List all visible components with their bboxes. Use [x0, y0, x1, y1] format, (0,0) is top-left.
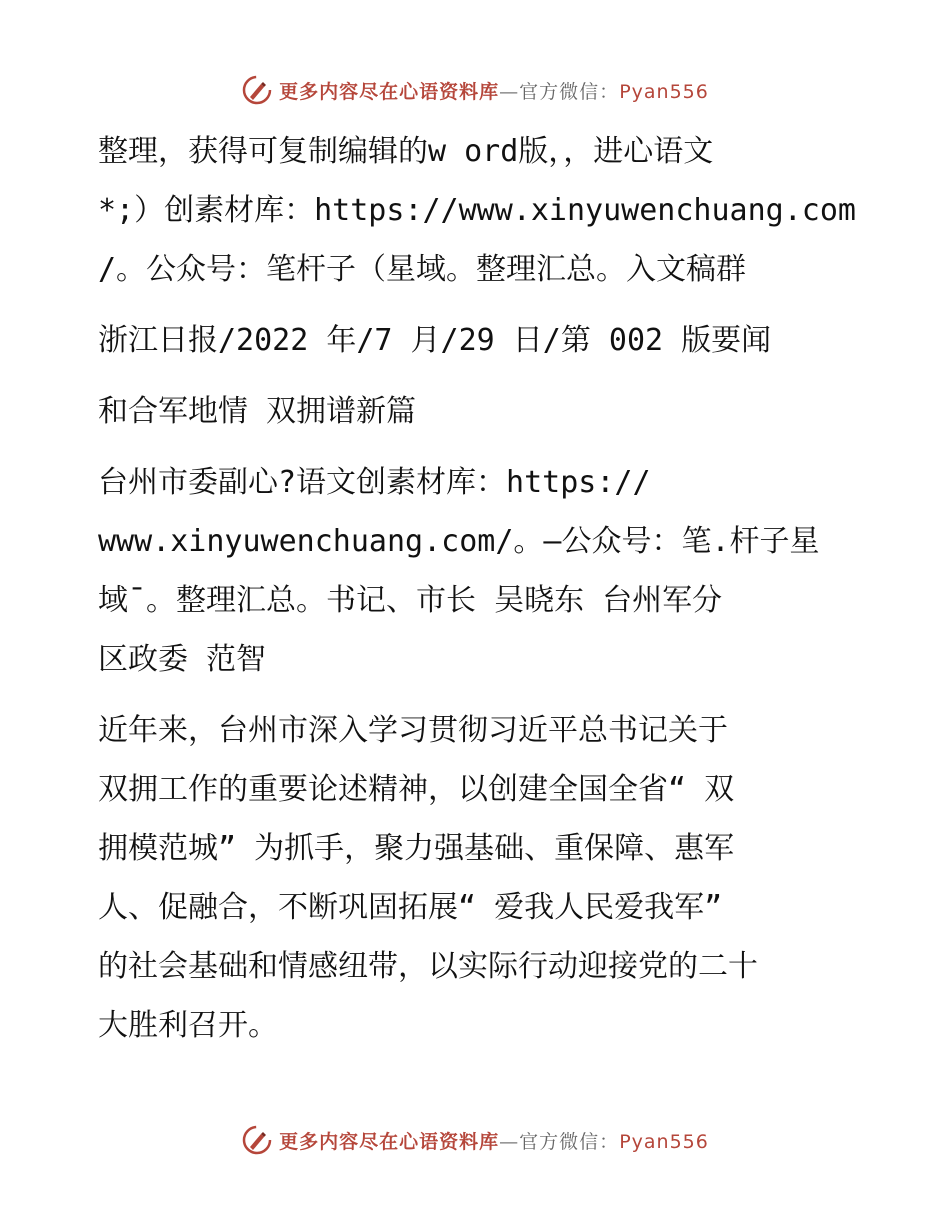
article-title	[98, 382, 858, 441]
header-watermark	[0, 70, 950, 110]
footer-watermark	[0, 1120, 950, 1160]
watermark-wechat: Pyan556	[619, 80, 709, 103]
paragraph-authors	[98, 453, 858, 689]
text-line: 域¯。整理汇总。书记、市长 吴晓东 台州军分	[98, 583, 723, 618]
text-line: 近年来，台州市深入学习贯彻习近平总书记关于	[98, 713, 728, 748]
text-line: *;）创素材库：https://www.xinyuwenchuang.com	[98, 193, 856, 228]
paragraph-body	[98, 701, 858, 1055]
paragraph-intro	[98, 122, 858, 299]
text-line: www.xinyuwenchuang.com/。—公众号：笔.杆子星	[98, 524, 820, 559]
watermark-wechat: Pyan556	[619, 1130, 709, 1153]
text-line: 和合军地情 双拥谱新篇	[98, 394, 417, 429]
text-line: 人、促融合，不断巩固拓展“ 爱我人民爱我军”	[98, 890, 723, 925]
text-line: 的社会基础和情感纽带，以实际行动迎接党的二十	[98, 949, 758, 984]
text-line: 区政委 范智	[98, 642, 267, 677]
text-line: /。公众号：笔杆子（星域。整理汇总。入文稿群	[98, 252, 747, 287]
text-line: 双拥工作的重要论述精神，以创建全国全省“ 双	[98, 772, 735, 807]
watermark-sub: 官方微信：	[519, 80, 620, 103]
watermark-dash: —	[499, 80, 520, 103]
text-line: 浙江日报/2022 年/7 月/29 日/第 002 版要闻	[98, 323, 772, 358]
watermark-dash: —	[499, 1130, 520, 1153]
pen-circle-logo-icon	[241, 74, 273, 106]
watermark-text	[279, 77, 709, 104]
paragraph-source	[98, 311, 858, 370]
watermark-sub: 官方微信：	[519, 1130, 620, 1153]
watermark-main: 更多内容尽在心语资料库	[279, 1130, 500, 1153]
pen-circle-logo-icon	[241, 1124, 273, 1156]
text-line: 台州市委副心?语文创素材库：https://	[98, 465, 651, 500]
document-body	[98, 122, 858, 1067]
watermark-text	[279, 1127, 709, 1154]
text-line: 拥模范城” 为抓手，聚力强基础、重保障、惠军	[98, 831, 735, 866]
watermark-main: 更多内容尽在心语资料库	[279, 80, 500, 103]
text-line: 大胜利召开。	[98, 1008, 278, 1043]
text-line: 整理，获得可复制编辑的w ord版，，进心语文	[98, 134, 714, 169]
